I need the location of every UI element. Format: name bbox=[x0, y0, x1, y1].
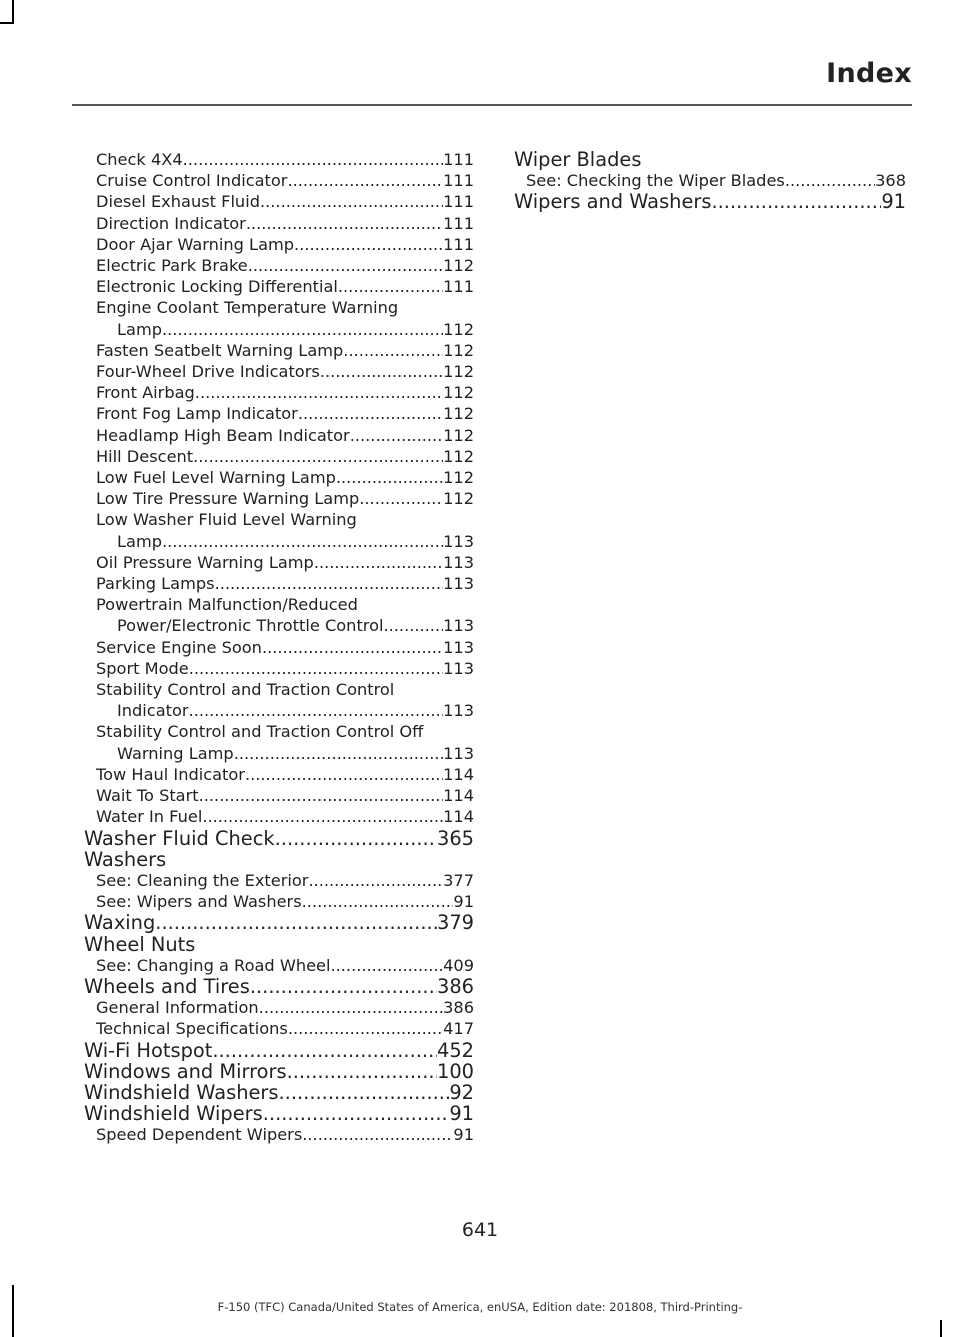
entry-label: Wiper Blades bbox=[514, 148, 642, 171]
entry-label: Power/Electronic Throttle Control bbox=[117, 616, 384, 636]
index-sub-entry bbox=[84, 213, 474, 234]
entry-label: Powertrain Malfunction/Reduced bbox=[96, 595, 358, 615]
index-main-entry bbox=[84, 1082, 474, 1103]
entry-label: Warning Lamp bbox=[117, 743, 234, 763]
dot-leader bbox=[215, 573, 444, 594]
index-sub-entry bbox=[84, 467, 474, 488]
dot-leader bbox=[250, 976, 437, 997]
index-sub-entry bbox=[84, 658, 474, 679]
entry-label: Cruise Control Indicator bbox=[96, 171, 288, 191]
entry-page-number: 112 bbox=[443, 468, 474, 488]
entry-label: Headlamp High Beam Indicator bbox=[96, 425, 350, 445]
entry-label: Front Airbag bbox=[96, 383, 195, 403]
entry-label: See: Checking the Wiper Blades bbox=[526, 171, 785, 191]
index-sub-entry bbox=[84, 382, 474, 403]
index-sub-entry bbox=[84, 785, 474, 806]
index-sub-entry bbox=[84, 170, 474, 191]
entry-page-number: 409 bbox=[443, 955, 474, 975]
index-sub-entry bbox=[514, 170, 906, 191]
entry-page-number: 91 bbox=[453, 1125, 474, 1145]
dot-leader bbox=[234, 743, 443, 764]
entry-label: Low Tire Pressure Warning Lamp bbox=[96, 489, 360, 509]
entry-label: Wheel Nuts bbox=[84, 932, 196, 956]
entry-label: See: Wipers and Washers bbox=[96, 892, 302, 912]
dot-leader bbox=[331, 955, 444, 976]
entry-label: Windshield Wipers bbox=[84, 1103, 263, 1125]
index-sub-entry bbox=[84, 997, 474, 1018]
dot-leader bbox=[359, 488, 443, 509]
entry-label: General Information bbox=[96, 998, 259, 1018]
index-main-entry bbox=[84, 828, 474, 849]
entry-page-number: 113 bbox=[443, 552, 474, 572]
index-main-entry bbox=[84, 1040, 474, 1061]
entry-label: Sport Mode bbox=[96, 658, 189, 678]
index-entry-continued bbox=[84, 721, 474, 742]
index-heading bbox=[84, 849, 474, 870]
dot-leader bbox=[287, 170, 443, 191]
entry-page-number: 112 bbox=[443, 404, 474, 424]
dot-leader bbox=[384, 615, 444, 636]
entry-label: Wheels and Tires bbox=[84, 975, 250, 998]
entry-page-number: 379 bbox=[436, 912, 474, 934]
index-sub-entry bbox=[84, 870, 474, 891]
index-sub-entry bbox=[84, 149, 474, 170]
entry-page-number: 113 bbox=[443, 637, 474, 657]
entry-page-number: 112 bbox=[443, 340, 474, 360]
entry-label: Four-Wheel Drive Indicators bbox=[96, 362, 320, 382]
entry-page-number: 368 bbox=[875, 171, 906, 191]
entry-page-number: 113 bbox=[443, 531, 474, 551]
index-sub-entry bbox=[84, 955, 474, 976]
index-sub-entry bbox=[84, 700, 474, 721]
dot-leader bbox=[246, 213, 443, 234]
entry-label: Wipers and Washers bbox=[514, 191, 712, 213]
entry-label: Stability Control and Traction Control bbox=[96, 680, 395, 700]
entry-label: Stability Control and Traction Control Off bbox=[96, 722, 424, 742]
dot-leader bbox=[212, 1040, 437, 1061]
entry-page-number: 111 bbox=[443, 277, 474, 297]
dot-leader bbox=[302, 891, 454, 912]
index-entry-continued bbox=[84, 679, 474, 700]
entry-label: Low Washer Fluid Level Warning bbox=[96, 510, 357, 530]
dot-leader bbox=[314, 552, 443, 573]
dot-leader bbox=[711, 191, 881, 212]
entry-page-number: 386 bbox=[443, 998, 474, 1018]
entry-label: Water In Fuel bbox=[96, 807, 203, 827]
entry-page-number: 112 bbox=[443, 383, 474, 403]
entry-page-number: 111 bbox=[443, 150, 474, 169]
index-sub-entry bbox=[84, 743, 474, 764]
footer-edition-info: F-150 (TFC) Canada/United States of America, enUSA, Edition date: 201808, Third-Printing- bbox=[217, 1300, 743, 1314]
entry-label: Wi-Fi Hotspot bbox=[84, 1039, 213, 1061]
dot-leader bbox=[202, 806, 443, 827]
index-sub-entry bbox=[84, 806, 474, 827]
index-sub-entry bbox=[84, 573, 474, 594]
dot-leader bbox=[320, 361, 443, 382]
entry-label: See: Changing a Road Wheel bbox=[96, 955, 331, 975]
index-sub-entry bbox=[84, 340, 474, 361]
entry-page-number: 100 bbox=[436, 1060, 474, 1082]
entry-label: Technical Specifications bbox=[96, 1019, 288, 1039]
index-sub-entry bbox=[84, 552, 474, 573]
dot-leader bbox=[199, 785, 443, 806]
entry-page-number: 112 bbox=[443, 446, 474, 466]
index-sub-entry bbox=[84, 488, 474, 509]
entry-page-number: 92 bbox=[449, 1081, 474, 1104]
entry-label: Front Fog Lamp Indicator bbox=[96, 404, 298, 424]
dot-leader bbox=[193, 446, 443, 467]
index-sub-entry bbox=[84, 403, 474, 424]
dot-leader bbox=[302, 1124, 453, 1145]
entry-label: See: Cleaning the Exterior bbox=[96, 870, 309, 890]
dot-leader bbox=[275, 828, 437, 849]
dot-leader bbox=[785, 170, 875, 191]
entry-page-number: 91 bbox=[453, 892, 474, 912]
entry-page-number: 365 bbox=[436, 827, 474, 849]
dot-leader bbox=[279, 1082, 450, 1103]
dot-leader bbox=[155, 912, 437, 933]
index-entry-continued bbox=[84, 594, 474, 615]
entry-label: Lamp bbox=[117, 319, 162, 339]
entry-label: Low Fuel Level Warning Lamp bbox=[96, 468, 336, 488]
entry-page-number: 452 bbox=[436, 1039, 474, 1061]
entry-label: Oil Pressure Warning Lamp bbox=[96, 552, 314, 572]
entry-label: Engine Coolant Temperature Warning bbox=[96, 298, 399, 318]
crop-mark-top-left-h bbox=[0, 22, 14, 24]
index-sub-entry bbox=[84, 764, 474, 785]
header-divider bbox=[72, 104, 912, 106]
index-main-entry bbox=[84, 1103, 474, 1124]
entry-label: Fasten Seatbelt Warning Lamp bbox=[96, 340, 344, 360]
entry-label: Windows and Mirrors bbox=[84, 1060, 287, 1082]
entry-label: Tow Haul Indicator bbox=[96, 764, 245, 784]
entry-page-number: 386 bbox=[436, 975, 474, 998]
index-heading bbox=[514, 149, 906, 170]
dot-leader bbox=[262, 637, 443, 658]
entry-label: Door Ajar Warning Lamp bbox=[96, 234, 295, 254]
index-sub-entry bbox=[84, 276, 474, 297]
entry-label: Electronic Locking Differential bbox=[96, 277, 338, 297]
dot-leader bbox=[183, 149, 443, 170]
index-column-right bbox=[514, 149, 906, 213]
crop-mark-bottom-right-v bbox=[940, 1320, 942, 1337]
entry-label: Direction Indicator bbox=[96, 213, 246, 233]
dot-leader bbox=[287, 1061, 437, 1082]
index-sub-entry bbox=[84, 425, 474, 446]
dot-leader bbox=[189, 700, 444, 721]
entry-label: Electric Park Brake bbox=[96, 256, 248, 276]
dot-leader bbox=[162, 319, 443, 340]
entry-label: Diesel Exhaust Fluid bbox=[96, 192, 260, 212]
page-number: 641 bbox=[461, 1219, 499, 1241]
index-sub-entry bbox=[84, 361, 474, 382]
entry-label: Speed Dependent Wipers bbox=[96, 1125, 303, 1145]
index-main-entry bbox=[84, 976, 474, 997]
dot-leader bbox=[294, 234, 443, 255]
entry-page-number: 113 bbox=[443, 574, 474, 594]
entry-page-number: 111 bbox=[443, 213, 474, 233]
entry-page-number: 114 bbox=[443, 807, 474, 827]
index-sub-entry bbox=[84, 615, 474, 636]
entry-page-number: 113 bbox=[443, 658, 474, 678]
entry-page-number: 377 bbox=[443, 870, 474, 890]
index-entry-continued bbox=[84, 297, 474, 318]
entry-page-number: 114 bbox=[443, 764, 474, 784]
index-sub-entry bbox=[84, 234, 474, 255]
dot-leader bbox=[350, 425, 443, 446]
index-sub-entry bbox=[84, 637, 474, 658]
dot-leader bbox=[260, 191, 443, 212]
index-column-left bbox=[84, 149, 474, 1146]
index-sub-entry bbox=[84, 1124, 474, 1145]
index-sub-entry bbox=[84, 891, 474, 912]
entry-label: Hill Descent bbox=[96, 446, 194, 466]
entry-label: Wait To Start bbox=[96, 786, 199, 806]
entry-label: Service Engine Soon bbox=[96, 637, 262, 657]
page-title: Index bbox=[826, 58, 912, 89]
crop-mark-top-left-v bbox=[12, 0, 14, 24]
entry-label: Lamp bbox=[117, 531, 162, 551]
index-main-entry bbox=[84, 912, 474, 933]
entry-page-number: 113 bbox=[443, 616, 474, 636]
entry-label: Washer Fluid Check bbox=[84, 827, 275, 849]
entry-page-number: 112 bbox=[443, 319, 474, 339]
index-sub-entry bbox=[84, 191, 474, 212]
dot-leader bbox=[245, 764, 443, 785]
dot-leader bbox=[263, 1103, 450, 1124]
entry-page-number: 91 bbox=[449, 1103, 474, 1125]
entry-page-number: 111 bbox=[443, 171, 474, 191]
index-sub-entry bbox=[84, 446, 474, 467]
entry-page-number: 113 bbox=[443, 743, 474, 763]
entry-page-number: 112 bbox=[443, 362, 474, 382]
entry-page-number: 111 bbox=[443, 192, 474, 212]
dot-leader bbox=[338, 276, 443, 297]
index-heading bbox=[84, 934, 474, 955]
index-entry-continued bbox=[84, 509, 474, 530]
entry-label: Check 4X4 bbox=[96, 150, 183, 169]
dot-leader bbox=[336, 467, 443, 488]
index-sub-entry bbox=[84, 1018, 474, 1039]
entry-label: Washers bbox=[84, 847, 167, 871]
dot-leader bbox=[343, 340, 443, 361]
entry-label: Windshield Washers bbox=[84, 1081, 279, 1104]
entry-page-number: 111 bbox=[443, 234, 474, 254]
entry-label: Parking Lamps bbox=[96, 574, 215, 594]
entry-page-number: 112 bbox=[443, 489, 474, 509]
entry-label: Waxing bbox=[84, 912, 156, 934]
index-sub-entry bbox=[84, 531, 474, 552]
index-sub-entry bbox=[84, 319, 474, 340]
entry-page-number: 112 bbox=[443, 256, 474, 276]
index-main-entry bbox=[514, 191, 906, 212]
dot-leader bbox=[189, 658, 443, 679]
index-main-entry bbox=[84, 1061, 474, 1082]
dot-leader bbox=[259, 997, 443, 1018]
entry-page-number: 113 bbox=[443, 701, 474, 721]
entry-page-number: 112 bbox=[443, 425, 474, 445]
dot-leader bbox=[288, 1018, 443, 1039]
entry-page-number: 114 bbox=[443, 786, 474, 806]
index-sub-entry bbox=[84, 255, 474, 276]
dot-leader bbox=[298, 403, 443, 424]
entry-page-number: 91 bbox=[881, 191, 906, 213]
dot-leader bbox=[162, 531, 443, 552]
dot-leader bbox=[248, 255, 443, 276]
entry-page-number: 417 bbox=[443, 1019, 474, 1039]
dot-leader bbox=[195, 382, 443, 403]
entry-label: Indicator bbox=[117, 701, 189, 721]
dot-leader bbox=[308, 870, 443, 891]
